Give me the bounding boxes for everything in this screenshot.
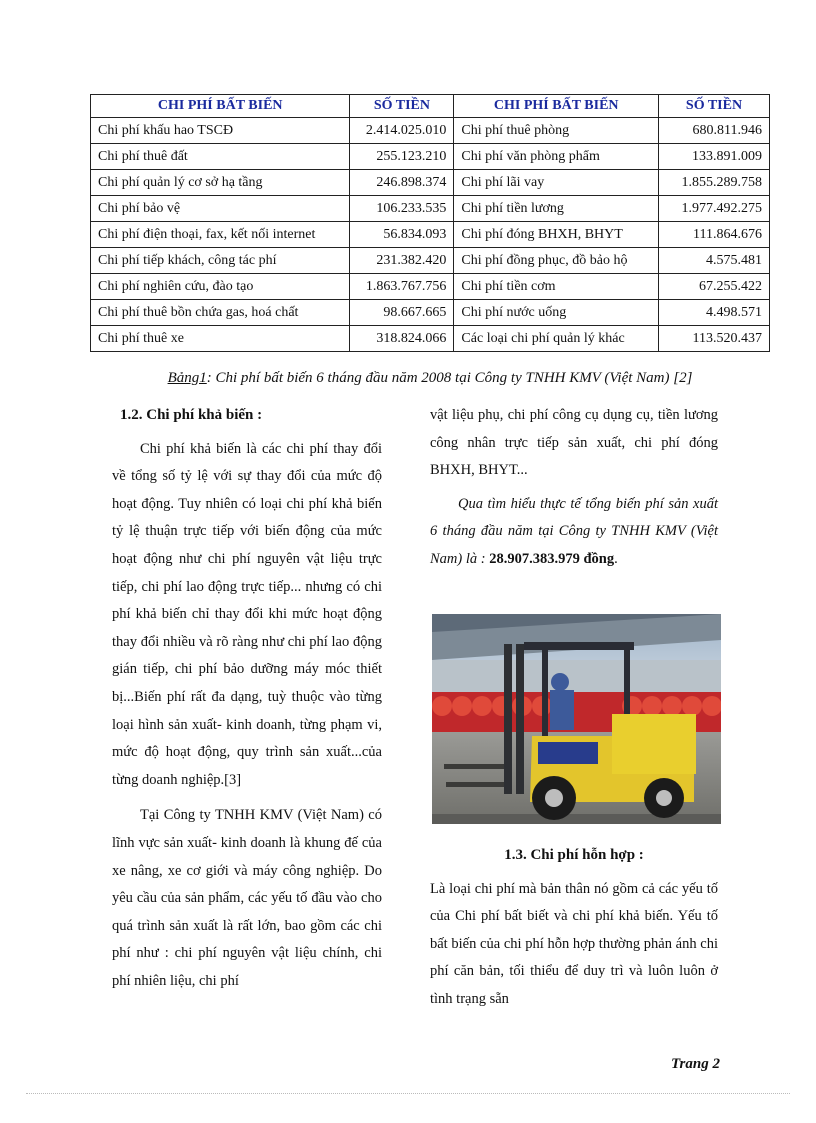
mixed-cost-paragraph: Là loại chi phí mà bản thân nó gồm cả các yếu tố của Chi phí bất biết và chi phí khả biến. Yếu tố bất biến của chi phí hỗn hợp thường phản ánh chi phí căn bản, tối thiểu để duy trì và luôn luôn ở tình trạng sẵn (430, 880, 718, 1007)
cost-item: Chi phí thuê xe (91, 326, 350, 352)
cost-amount: 2.414.025.010 (350, 118, 454, 144)
cost-amount: 1.977.492.275 (659, 196, 770, 222)
cost-amount: 113.520.437 (659, 326, 770, 352)
header-amount-2: SỐ TIỀN (659, 95, 770, 118)
table-row (91, 118, 770, 144)
table-row (91, 222, 770, 248)
cost-amount: 231.382.420 (350, 248, 454, 274)
table-row (91, 300, 770, 326)
caption-text: : Chi phí bất biến 6 tháng đầu năm 2008 tại Công ty TNHH KMV (Việt Nam) [2] (206, 370, 693, 386)
cost-amount: 133.891.009 (659, 144, 770, 170)
page-number: Trang 2 (670, 1056, 720, 1072)
cost-item: Chi phí đồng phục, đồ bảo hộ (454, 248, 659, 274)
table-caption (90, 370, 770, 387)
table-row (91, 248, 770, 274)
left-column (112, 402, 382, 995)
cost-item: Chi phí tiếp khách, công tác phí (91, 248, 350, 274)
fixed-cost-table (90, 94, 770, 352)
cost-amount: 67.255.422 (659, 274, 770, 300)
summary-text: Qua tìm hiểu thực tế tổng biến phí sản xuất 6 tháng đầu năm tại Công ty TNHH KMV (Việt Nam) là : (430, 495, 718, 567)
header-amount-1: SỐ TIỀN (350, 95, 454, 118)
table-row (91, 144, 770, 170)
cost-amount: 56.834.093 (350, 222, 454, 248)
cost-item: Chi phí thuê phòng (454, 118, 659, 144)
right-column (430, 402, 718, 574)
cost-item: Chi phí văn phòng phẩm (454, 144, 659, 170)
right-column-lower (430, 842, 718, 1014)
cost-amount: 318.824.066 (350, 326, 454, 352)
cost-amount: 246.898.374 (350, 170, 454, 196)
cost-item: Các loại chi phí quản lý khác (454, 326, 659, 352)
cost-item: Chi phí tiền cơm (454, 274, 659, 300)
cost-item: Chi phí điện thoại, fax, kết nối internet (91, 222, 350, 248)
cost-amount: 4.575.481 (659, 248, 770, 274)
header-fixed-cost-1: CHI PHÍ BẤT BIẾN (91, 95, 350, 118)
cost-item: Chi phí tiền lương (454, 196, 659, 222)
continued-paragraph: vật liệu phụ, chi phí công cụ dụng cụ, tiền lương công nhân trực tiếp sản xuất, chi phí đóng BHXH, BHYT... (430, 407, 718, 479)
summary-value: 28.907.383.979 đồng (489, 550, 615, 567)
cost-item: Chi phí đóng BHXH, BHYT (454, 222, 659, 248)
cost-item: Chi phí bảo vệ (91, 196, 350, 222)
cost-item: Chi phí nước uống (454, 300, 659, 326)
section-heading-variable-cost: 1.2. Chi phí khả biến : (120, 407, 263, 423)
cost-amount: 1.855.289.758 (659, 170, 770, 196)
cost-item: Chi phí lãi vay (454, 170, 659, 196)
cost-amount: 106.233.535 (350, 196, 454, 222)
variable-cost-paragraph: Chi phí khả biến là các chi phí thay đổi về tổng số tỷ lệ với sự thay đổi của mức độ hoạt động. Tuy nhiên có loại chi phí khả biến tỷ lệ thuận trực tiếp với biến động của mức hoạt động như chi phí nguyên vật liệu trực tiếp, chi phí lao động trực tiếp... nhưng có chi phí khả biến chỉ thay đổi khi mức hoạt động thay đổi nhiều và rõ ràng như chi phí lao động gián tiếp, chi phí bảo dưỡng máy móc thiết bị...Biến phí rất đa dạng, tuỳ thuộc vào từng loại hình sản xuất- kinh doanh, từng phạm vi, mức độ hoạt động, quy trình sản xuất...của từng doanh nghiệp.[3] (112, 440, 382, 788)
table-row (91, 274, 770, 300)
cost-amount: 98.667.665 (350, 300, 454, 326)
cost-item: Chi phí khấu hao TSCĐ (91, 118, 350, 144)
forklift-photo (432, 614, 721, 824)
cost-amount: 255.123.210 (350, 144, 454, 170)
cost-item: Chi phí thuê bồn chứa gas, hoá chất (91, 300, 350, 326)
footer-divider (26, 1093, 790, 1094)
cost-amount: 111.864.676 (659, 222, 770, 248)
cost-item: Chi phí thuê đất (91, 144, 350, 170)
cost-amount: 1.863.767.756 (350, 274, 454, 300)
header-fixed-cost-2: CHI PHÍ BẤT BIẾN (454, 95, 659, 118)
company-paragraph: Tại Công ty TNHH KMV (Việt Nam) có lĩnh vực sản xuất- kinh doanh là khung đế của xe nâng, xe cơ giới và máy công nghiệp. Do yêu cầu của sản phẩm, các yếu tố đầu vào cho quá trình sản xuất là rất lớn, bao gồm các chi phí như : chi phí nguyên vật liệu chính, chi phí nhiên liệu, chi phí (112, 807, 382, 989)
summary-paragraph (430, 491, 718, 574)
table-row (91, 170, 770, 196)
table-header-row (91, 95, 770, 118)
cost-amount: 680.811.946 (659, 118, 770, 144)
section-heading-mixed-cost: 1.3. Chi phí hỗn hợp : (504, 847, 644, 863)
caption-label: Bảng1 (167, 370, 207, 386)
table-row (91, 326, 770, 352)
cost-item: Chi phí quản lý cơ sở hạ tầng (91, 170, 350, 196)
table-row (91, 196, 770, 222)
cost-item: Chi phí nghiên cứu, đào tạo (91, 274, 350, 300)
forklift-image (432, 614, 721, 824)
cost-amount: 4.498.571 (659, 300, 770, 326)
summary-end: . (614, 550, 618, 567)
